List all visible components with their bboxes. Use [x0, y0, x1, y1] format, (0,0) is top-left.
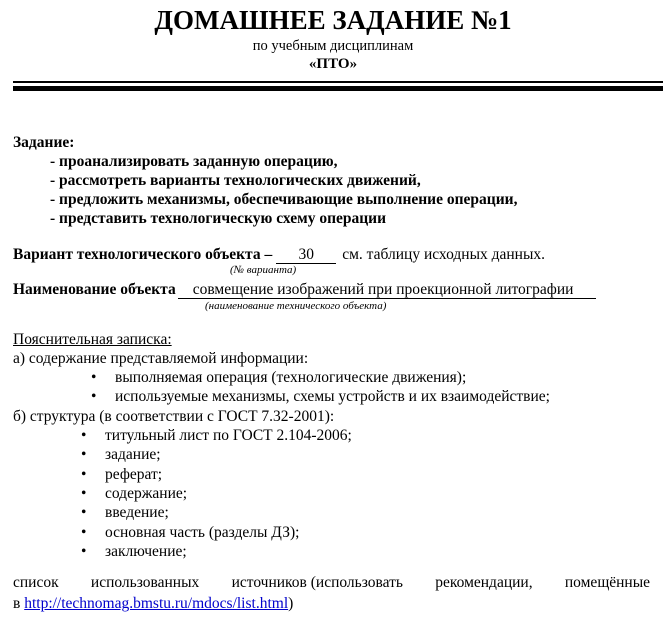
- assignment-item: - предложить механизмы, обеспечивающие выполнение операции,: [50, 191, 518, 208]
- sources-link-suffix: ): [288, 595, 294, 613]
- note-item: • введение;: [13, 503, 650, 522]
- assignment-heading: Задание:: [13, 134, 75, 151]
- sources-text: источников (использовать: [231, 574, 403, 592]
- note-item: • заключение;: [13, 542, 650, 561]
- object-name-line: [13, 280, 650, 299]
- sources-link-prefix: в: [13, 595, 25, 613]
- note-item: • используемые механизмы, схемы устройств и их взаимодействие;: [13, 387, 650, 406]
- sources-text: рекомендации, помещённые: [435, 574, 651, 592]
- note-item: • реферат;: [13, 465, 650, 484]
- assignment-list: [13, 152, 650, 228]
- object-name-caption: (наименование технического объекта): [205, 299, 387, 312]
- assignment-item: - проанализировать заданную операцию,: [50, 153, 338, 170]
- sources-text: список использованных: [13, 574, 200, 592]
- doc-title: ДОМАШНЕЕ ЗАДАНИЕ №1: [154, 5, 512, 35]
- assignment-item: - рассмотреть варианты технологических движений,: [50, 172, 421, 189]
- section-a-heading: а) содержание представляемой информации:: [13, 349, 309, 367]
- note-item: • содержание;: [13, 484, 650, 503]
- section-a-list: [13, 368, 650, 407]
- note-item: • основная часть (разделы ДЗ);: [13, 523, 650, 542]
- note-item: • задание;: [13, 445, 650, 464]
- variant-value-field: 30: [276, 246, 336, 264]
- variant-line: [13, 245, 650, 264]
- variant-label: Вариант технологического объекта –: [13, 246, 273, 263]
- variant-caption: (№ варианта): [230, 264, 297, 277]
- object-name-label: Наименование объекта: [13, 281, 176, 299]
- section-b-list: [13, 426, 650, 561]
- sources-paragraph-line2: [13, 594, 650, 613]
- doc-subtitle: по учебным дисциплинам: [252, 38, 414, 54]
- object-name-value-field: совмещение изображений при проекционной литографии: [178, 281, 597, 299]
- document-body: [0, 133, 666, 614]
- sources-paragraph-line1: [13, 573, 650, 592]
- variant-suffix: см. таблицу исходных данных.: [342, 246, 545, 263]
- note-item: • титульный лист по ГОСТ 2.104-2006;: [13, 426, 650, 445]
- note-item: • выполняемая операция (технологические движения);: [13, 368, 650, 387]
- section-divider: [13, 81, 663, 91]
- document-header: [0, 0, 666, 72]
- explanatory-note-heading: Пояснительная записка:: [13, 330, 172, 348]
- section-b-heading: б) структура (в соответствии с ГОСТ 7.32-2001):: [13, 407, 335, 425]
- sources-link[interactable]: http://technomag.bmstu.ru/mdocs/list.html: [24, 595, 289, 613]
- course-name: «ПТО»: [308, 56, 358, 72]
- assignment-item: - представить технологическую схему операции: [50, 210, 387, 227]
